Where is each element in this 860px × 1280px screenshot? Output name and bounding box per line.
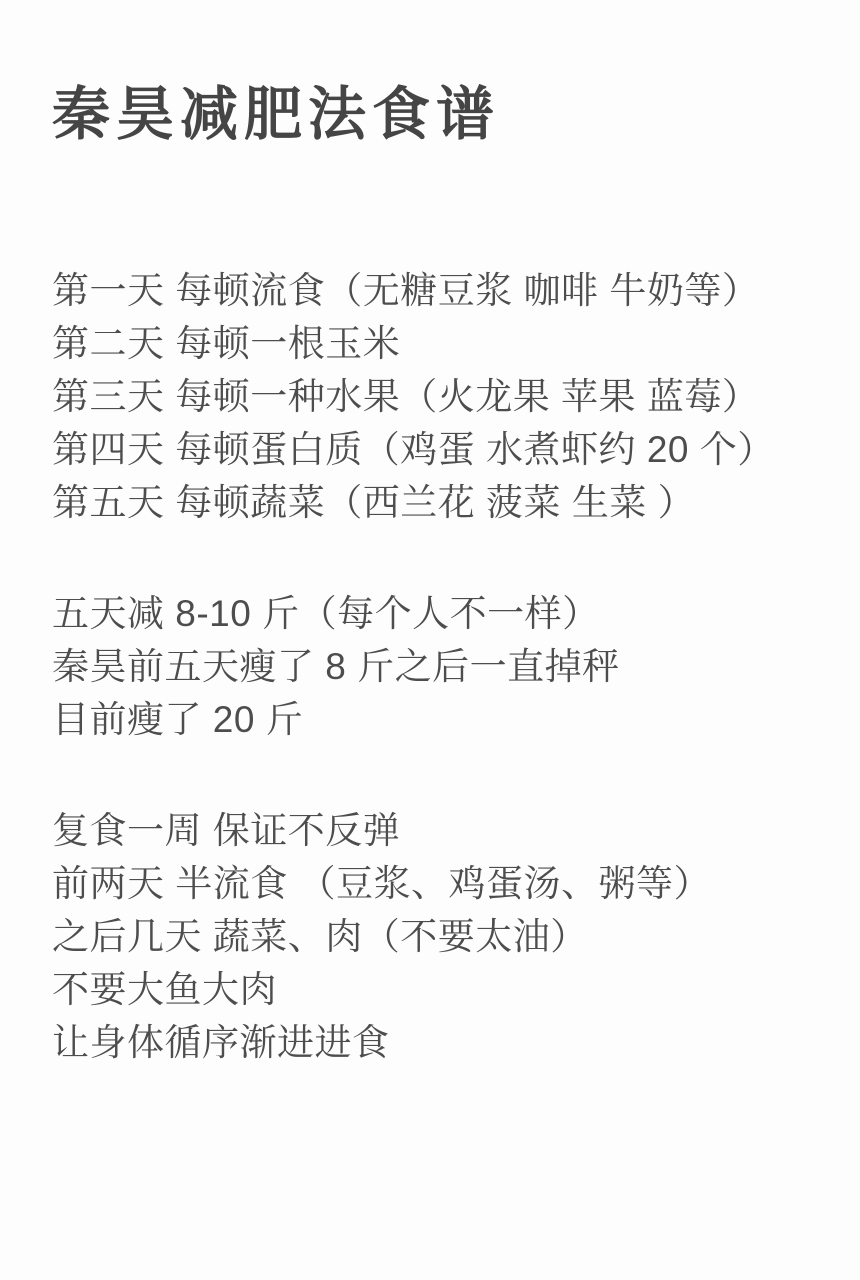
text-line-day3: 第三天 每顿一种水果（火龙果 苹果 蓝莓） bbox=[52, 376, 760, 417]
text-line-day5: 第五天 每顿蔬菜（西兰花 菠菜 生菜 ） bbox=[52, 482, 696, 523]
text-line-recovery1: 复食一周 保证不反弹 bbox=[52, 810, 401, 851]
text-line-day2: 第二天 每顿一根玉米 bbox=[52, 323, 401, 364]
text-line-day1: 第一天 每顿流食（无糖豆浆 咖啡 牛奶等） bbox=[52, 270, 760, 311]
text-line-result1: 五天减 8-10 斤（每个人不一样） bbox=[52, 593, 600, 634]
text-line-recovery5: 让身体循序渐进进食 bbox=[52, 1022, 390, 1063]
text-line-result2: 秦昊前五天瘦了 8 斤之后一直掉秤 bbox=[52, 646, 620, 687]
section-results bbox=[52, 587, 820, 746]
page-title: 秦昊减肥法食谱 bbox=[52, 82, 501, 147]
text-line-result3: 目前瘦了 20 斤 bbox=[52, 699, 304, 740]
text-line-recovery3: 之后几天 蔬菜、肉（不要太油） bbox=[52, 916, 588, 957]
section-recovery-week bbox=[52, 804, 820, 1069]
text-line-day4: 第四天 每顿蛋白质（鸡蛋 水煮虾约 20 个） bbox=[52, 429, 775, 470]
section-five-day-plan bbox=[52, 264, 820, 529]
text-line-recovery2: 前两天 半流食 （豆浆、鸡蛋汤、粥等） bbox=[52, 863, 712, 904]
text-line-recovery4: 不要大鱼大肉 bbox=[52, 969, 277, 1010]
